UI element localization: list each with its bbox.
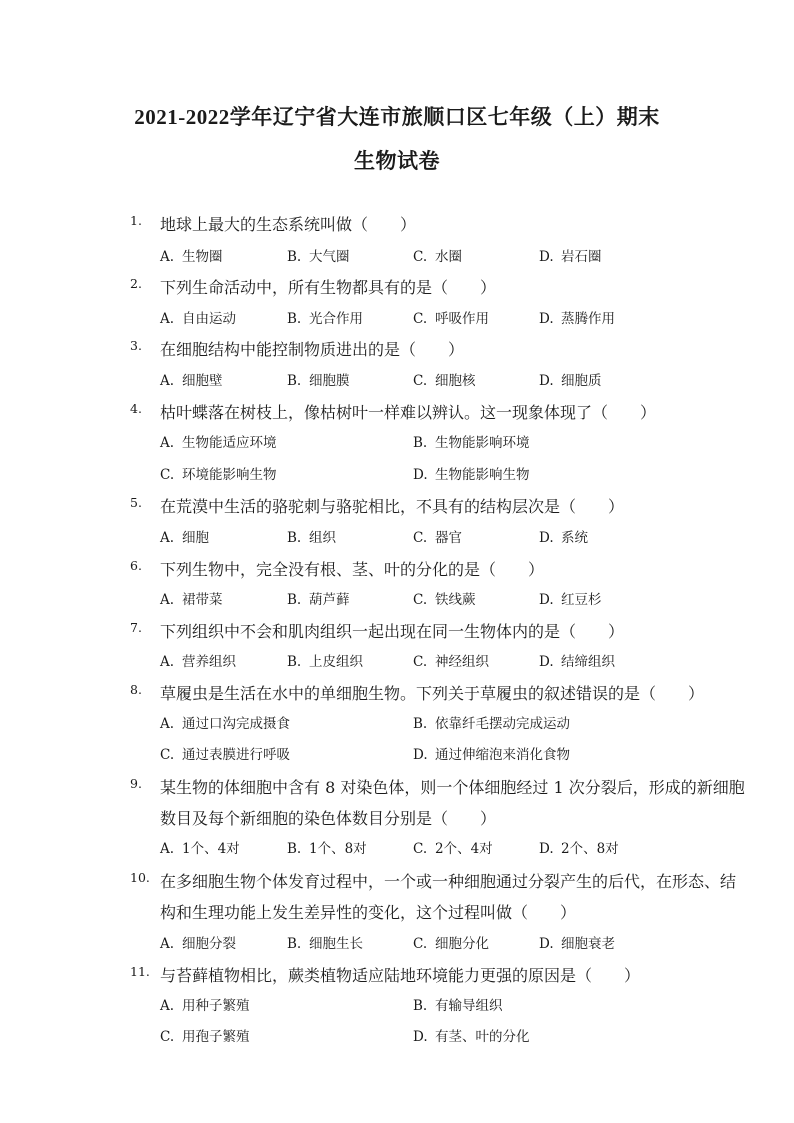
option-letter: D. [413, 467, 428, 483]
answer-option[interactable] [160, 650, 236, 670]
option-text: 光合作用 [309, 311, 363, 327]
option-text: 用孢子繁殖 [182, 1029, 250, 1045]
answer-option[interactable] [160, 463, 277, 483]
option-letter: D. [413, 747, 428, 763]
option-text: 通过伸缩泡来消化食物 [435, 747, 570, 763]
question-text: 枯叶蝶落在树枝上，像枯树叶一样难以辨认。这一现象体现了（ ） [160, 403, 657, 422]
option-letter: D. [539, 249, 554, 265]
answer-option[interactable] [539, 650, 615, 670]
option-letter: B. [413, 716, 428, 732]
question-text: 在细胞结构中能控制物质进出的是（ ） [160, 340, 465, 359]
answer-option[interactable] [160, 431, 277, 451]
option-letter: C. [413, 841, 428, 857]
answer-option[interactable] [160, 743, 290, 763]
option-letter: D. [539, 841, 554, 857]
question-text: 下列生命活动中，所有生物都具有的是（ ） [160, 278, 497, 297]
option-letter: D. [539, 373, 554, 389]
option-text: 组织 [309, 530, 336, 546]
option-letter: A. [160, 435, 175, 451]
question-text: 下列生物中，完全没有根、茎、叶的分化的是（ ） [160, 560, 545, 579]
option-text: 神经组织 [435, 654, 489, 670]
question-number: 8. [130, 682, 142, 697]
option-letter: B. [287, 249, 302, 265]
option-letter: A. [160, 530, 175, 546]
question-text: 某生物的体细胞中含有 8 对染色体，则一个体细胞经过 1 次分裂后，形成的新细胞 [160, 778, 745, 797]
answer-option[interactable] [539, 245, 602, 265]
option-letter: C. [413, 936, 428, 952]
option-text: 有输导组织 [435, 998, 503, 1014]
option-letter: B. [413, 998, 428, 1014]
option-letter: A. [160, 373, 175, 389]
option-letter: A. [160, 249, 175, 265]
answer-option[interactable] [413, 837, 493, 857]
option-text: 裙带菜 [182, 592, 223, 608]
answer-option[interactable] [287, 245, 350, 265]
option-text: 营养组织 [182, 654, 236, 670]
question-text: 下列组织中不会和肌肉组织一起出现在同一生物体内的是（ ） [160, 622, 625, 641]
option-letter: B. [287, 654, 302, 670]
question-number: 5. [130, 495, 142, 510]
answer-option[interactable] [287, 369, 350, 389]
answer-option[interactable] [413, 307, 489, 327]
answer-option[interactable] [413, 932, 489, 952]
answer-option[interactable] [160, 307, 236, 327]
answer-option[interactable] [413, 1025, 530, 1045]
option-letter: C. [160, 747, 175, 763]
exam-title-line-1: 2021-2022学年辽宁省大连市旅顺口区七年级（上）期末 [134, 105, 660, 129]
option-letter: D. [539, 654, 554, 670]
option-text: 1个、4对 [182, 841, 240, 857]
option-letter: A. [160, 841, 175, 857]
answer-option[interactable] [413, 743, 570, 763]
option-text: 蒸腾作用 [561, 311, 615, 327]
answer-option[interactable] [160, 1025, 250, 1045]
question-number: 7. [130, 620, 142, 635]
option-text: 1个、8对 [309, 841, 367, 857]
answer-option[interactable] [413, 369, 476, 389]
option-letter: B. [287, 936, 302, 952]
option-text: 细胞生长 [309, 936, 363, 952]
answer-option[interactable] [413, 994, 503, 1014]
question-text: 在荒漠中生活的骆驼刺与骆驼相比，不具有的结构层次是（ ） [160, 497, 625, 516]
option-text: 细胞 [182, 530, 209, 546]
option-text: 细胞壁 [182, 373, 223, 389]
answer-option[interactable] [287, 837, 367, 857]
option-text: 2个、4对 [435, 841, 493, 857]
option-text: 生物圈 [182, 249, 223, 265]
question-text: 数目及每个新细胞的染色体数目分别是（ ） [160, 809, 497, 828]
question-number: 9. [130, 776, 142, 791]
option-text: 有茎、叶的分化 [435, 1029, 530, 1045]
option-text: 2个、8对 [561, 841, 619, 857]
option-text: 细胞分裂 [182, 936, 236, 952]
option-letter: C. [413, 373, 428, 389]
option-letter: A. [160, 311, 175, 327]
option-text: 铁线蕨 [435, 592, 476, 608]
answer-option[interactable] [413, 245, 462, 265]
answer-option[interactable] [160, 245, 223, 265]
option-text: 上皮组织 [309, 654, 363, 670]
answer-option[interactable] [539, 588, 602, 608]
option-text: 细胞核 [435, 373, 476, 389]
answer-option[interactable] [413, 712, 570, 732]
answer-option[interactable] [413, 588, 476, 608]
option-letter: D. [413, 1029, 428, 1045]
answer-option[interactable] [287, 650, 363, 670]
question-number: 6. [130, 558, 142, 573]
option-text: 结缔组织 [561, 654, 615, 670]
question-number: 11. [130, 964, 150, 979]
option-letter: C. [413, 311, 428, 327]
option-letter: C. [160, 1029, 175, 1045]
answer-option[interactable] [287, 307, 363, 327]
answer-option[interactable] [287, 932, 363, 952]
option-text: 环境能影响生物 [182, 467, 277, 483]
option-letter: B. [413, 435, 428, 451]
option-letter: D. [539, 592, 554, 608]
answer-option[interactable] [160, 837, 240, 857]
option-text: 用种子繁殖 [182, 998, 250, 1014]
answer-option[interactable] [539, 307, 615, 327]
option-text: 依靠纤毛摆动完成运动 [435, 716, 570, 732]
question-text: 在多细胞生物个体发育过程中，一个或一种细胞通过分裂产生的后代，在形态、结 [160, 872, 737, 891]
answer-option[interactable] [413, 650, 489, 670]
option-text: 通过口沟完成摄食 [182, 716, 290, 732]
option-letter: B. [287, 311, 302, 327]
option-letter: C. [413, 654, 428, 670]
option-letter: B. [287, 373, 302, 389]
answer-option[interactable] [539, 526, 588, 546]
option-text: 细胞分化 [435, 936, 489, 952]
option-text: 细胞膜 [309, 373, 350, 389]
option-letter: C. [413, 249, 428, 265]
option-text: 葫芦藓 [309, 592, 350, 608]
option-letter: A. [160, 592, 175, 608]
answer-option[interactable] [160, 994, 250, 1014]
option-letter: A. [160, 654, 175, 670]
option-letter: C. [160, 467, 175, 483]
option-text: 水圈 [435, 249, 462, 265]
option-text: 细胞衰老 [561, 936, 615, 952]
option-text: 大气圈 [309, 249, 350, 265]
option-letter: D. [539, 936, 554, 952]
option-letter: D. [539, 530, 554, 546]
answer-option[interactable] [160, 526, 209, 546]
answer-option[interactable] [413, 431, 530, 451]
option-text: 呼吸作用 [435, 311, 489, 327]
option-text: 生物能适应环境 [182, 435, 277, 451]
question-number: 2. [130, 276, 142, 291]
question-text: 地球上最大的生态系统叫做（ ） [160, 215, 417, 234]
option-letter: C. [413, 592, 428, 608]
question-number: 3. [130, 338, 142, 353]
question-number: 1. [130, 213, 142, 228]
question-number: 10. [130, 870, 150, 885]
option-letter: A. [160, 716, 175, 732]
option-text: 生物能影响生物 [435, 467, 530, 483]
answer-option[interactable] [539, 369, 602, 389]
option-letter: B. [287, 530, 302, 546]
option-text: 器官 [435, 530, 462, 546]
answer-option[interactable] [160, 932, 236, 952]
answer-option[interactable] [539, 932, 615, 952]
exam-title-line-2: 生物试卷 [354, 149, 440, 173]
option-letter: D. [539, 311, 554, 327]
answer-option[interactable] [160, 712, 290, 732]
answer-option[interactable] [160, 369, 223, 389]
answer-option[interactable] [413, 463, 530, 483]
option-text: 通过表膜进行呼吸 [182, 747, 290, 763]
question-text: 与苔藓植物相比，蕨类植物适应陆地环境能力更强的原因是（ ） [160, 966, 641, 985]
option-text: 岩石圈 [561, 249, 602, 265]
answer-option[interactable] [287, 588, 350, 608]
option-letter: B. [287, 592, 302, 608]
option-text: 系统 [561, 530, 588, 546]
answer-option[interactable] [287, 526, 336, 546]
option-text: 生物能影响环境 [435, 435, 530, 451]
answer-option[interactable] [413, 526, 462, 546]
question-text: 草履虫是生活在水中的单细胞生物。下列关于草履虫的叙述错误的是（ ） [160, 684, 705, 703]
option-letter: C. [413, 530, 428, 546]
answer-option[interactable] [160, 588, 223, 608]
option-letter: A. [160, 998, 175, 1014]
option-letter: B. [287, 841, 302, 857]
option-text: 红豆杉 [561, 592, 602, 608]
option-text: 细胞质 [561, 373, 602, 389]
answer-option[interactable] [539, 837, 619, 857]
option-text: 自由运动 [182, 311, 236, 327]
option-letter: A. [160, 936, 175, 952]
question-number: 4. [130, 401, 142, 416]
question-text: 构和生理功能上发生差异性的变化，这个过程叫做（ ） [160, 903, 577, 922]
